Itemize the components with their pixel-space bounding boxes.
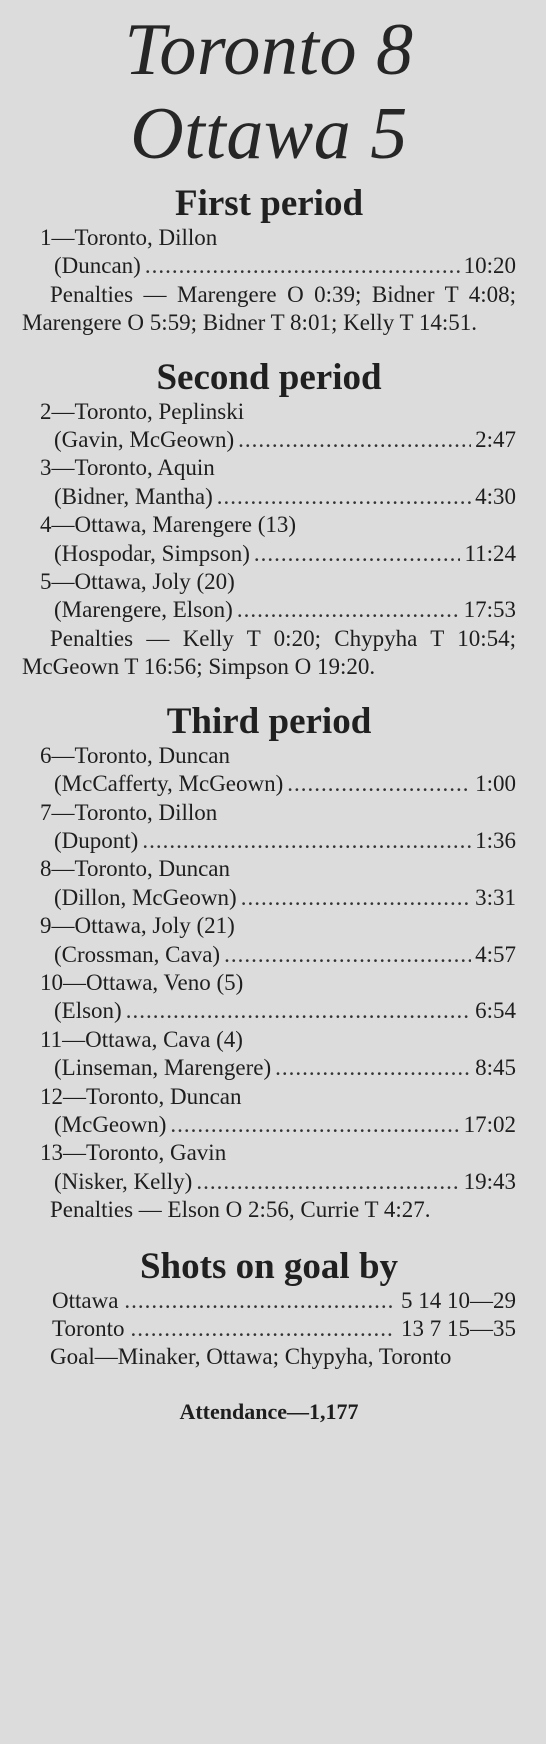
- dot-leader: [238, 426, 471, 454]
- goal-assists: (McCafferty, McGeown): [54, 771, 284, 797]
- goal-time: 6:54: [475, 998, 516, 1024]
- attendance: Attendance—1,177: [179, 1398, 359, 1424]
- goal-assists-row: [22, 252, 516, 280]
- goal-scorer: 3—Toronto, Aquin: [40, 455, 215, 481]
- goal-scorer: 13—Toronto, Gavin: [40, 1140, 227, 1166]
- dot-leader: [196, 1168, 459, 1196]
- first-period-penalties: Penalties — Marengere O 0:39; Bidner T 4:08; Marengere O 5:59; Bidner T 8:01; Kelly T 14:51.: [22, 281, 516, 336]
- headline-line-toronto: Toronto 8: [124, 9, 414, 91]
- shots-values: 13 7 15—35: [401, 1316, 516, 1341]
- goal-assists: (Linseman, Marengere): [54, 1055, 272, 1081]
- goal-time: 4:57: [475, 941, 516, 967]
- goal-assists: (Dupont): [54, 827, 139, 853]
- goal-assists: (Elson): [54, 998, 122, 1024]
- goal-time: 17:53: [463, 597, 516, 623]
- goal-scorer: 5—Ottawa, Joly (20): [40, 569, 235, 595]
- goal-time: 17:02: [463, 1111, 516, 1137]
- dot-leader: [217, 483, 471, 511]
- goal-scorer: 6—Toronto, Duncan: [40, 742, 231, 768]
- headline: [22, 8, 516, 176]
- second-period-heading: Second period: [156, 356, 382, 398]
- goal-assists-row: [22, 483, 516, 511]
- goal-time: 10:20: [463, 253, 516, 279]
- dot-leader: [254, 540, 461, 568]
- goal-assists-row: [22, 1054, 516, 1082]
- goal-assists: (Marengere, Elson): [54, 597, 233, 623]
- goal-assists: (Gavin, McGeown): [54, 427, 235, 453]
- goal-assists-row: [22, 884, 516, 912]
- goal-scorer: 12—Toronto, Duncan: [40, 1083, 242, 1109]
- dot-leader: [124, 1287, 395, 1315]
- shots-team: Toronto: [52, 1316, 125, 1341]
- dot-leader: [237, 596, 460, 624]
- goal-scorer: 2—Toronto, Peplinski: [40, 398, 245, 424]
- dot-leader: [170, 1111, 459, 1139]
- goal-time: 19:43: [463, 1168, 516, 1194]
- dot-leader: [287, 770, 471, 798]
- goal-scorer: 1—Toronto, Dillon: [40, 225, 218, 250]
- dot-leader: [131, 1315, 396, 1343]
- goal-time: 8:45: [475, 1055, 516, 1081]
- dot-leader: [126, 997, 471, 1025]
- dot-leader: [241, 884, 471, 912]
- goalies-line: Goal—Minaker, Ottawa; Chypyha, Toronto: [50, 1344, 452, 1370]
- shots-values: 5 14 10—29: [401, 1287, 516, 1313]
- goal-assists: (Duncan): [54, 253, 141, 279]
- goal-assists-row: [22, 1168, 516, 1196]
- third-period-goals: [22, 742, 516, 1197]
- goal-assists: (Dillon, McGeown): [54, 884, 237, 910]
- first-period-goals: [22, 224, 516, 281]
- dot-leader: [224, 941, 471, 969]
- goal-assists-row: [22, 1111, 516, 1139]
- goal-scorer: 7—Toronto, Dillon: [40, 799, 218, 825]
- goal-assists-row: [22, 426, 516, 454]
- goal-time: 1:00: [475, 771, 516, 797]
- goal-time: 1:36: [475, 827, 516, 853]
- dot-leader: [142, 827, 471, 855]
- shots-row-ottawa: [22, 1287, 516, 1315]
- goal-assists: (Hospodar, Simpson): [54, 540, 250, 566]
- goal-assists-row: [22, 770, 516, 798]
- third-period-penalties: Penalties — Elson O 2:56, Currie T 4:27.: [50, 1197, 431, 1223]
- shots-table: [22, 1287, 516, 1344]
- goal-assists-row: [22, 941, 516, 969]
- first-period-heading: First period: [174, 183, 364, 224]
- goal-assists: (Crossman, Cava): [54, 941, 221, 967]
- goal-time: 3:31: [475, 884, 516, 910]
- goal-assists: (Nisker, Kelly): [54, 1168, 193, 1194]
- goal-assists: (McGeown): [54, 1111, 167, 1137]
- dot-leader: [275, 1054, 471, 1082]
- goal-assists-row: [22, 827, 516, 855]
- dot-leader: [145, 252, 460, 280]
- goal-scorer: 4—Ottawa, Marengere (13): [40, 512, 297, 538]
- goal-scorer: 11—Ottawa, Cava (4): [40, 1026, 243, 1052]
- shots-heading: Shots on goal by: [139, 1245, 399, 1287]
- goal-time: 11:24: [464, 540, 516, 566]
- goal-scorer: 8—Toronto, Duncan: [40, 856, 231, 882]
- goal-scorer: 9—Ottawa, Joly (21): [40, 913, 235, 939]
- goal-assists-row: [22, 997, 516, 1025]
- shots-row-toronto: [22, 1315, 516, 1343]
- goal-assists: (Bidner, Mantha): [54, 483, 213, 509]
- goal-assists-row: [22, 596, 516, 624]
- second-period-goals: [22, 398, 516, 625]
- third-period-heading: Third period: [166, 700, 372, 742]
- goal-assists-row: [22, 540, 516, 568]
- goal-time: 4:30: [475, 483, 516, 509]
- goal-scorer: 10—Ottawa, Veno (5): [40, 969, 244, 995]
- headline-line-ottawa: Ottawa 5: [130, 93, 408, 175]
- shots-team: Ottawa: [52, 1287, 119, 1313]
- goal-time: 2:47: [475, 427, 516, 453]
- second-period-penalties: Penalties — Kelly T 0:20; Chypyha T 10:54; McGeown T 16:56; Simpson O 19:20.: [22, 625, 516, 680]
